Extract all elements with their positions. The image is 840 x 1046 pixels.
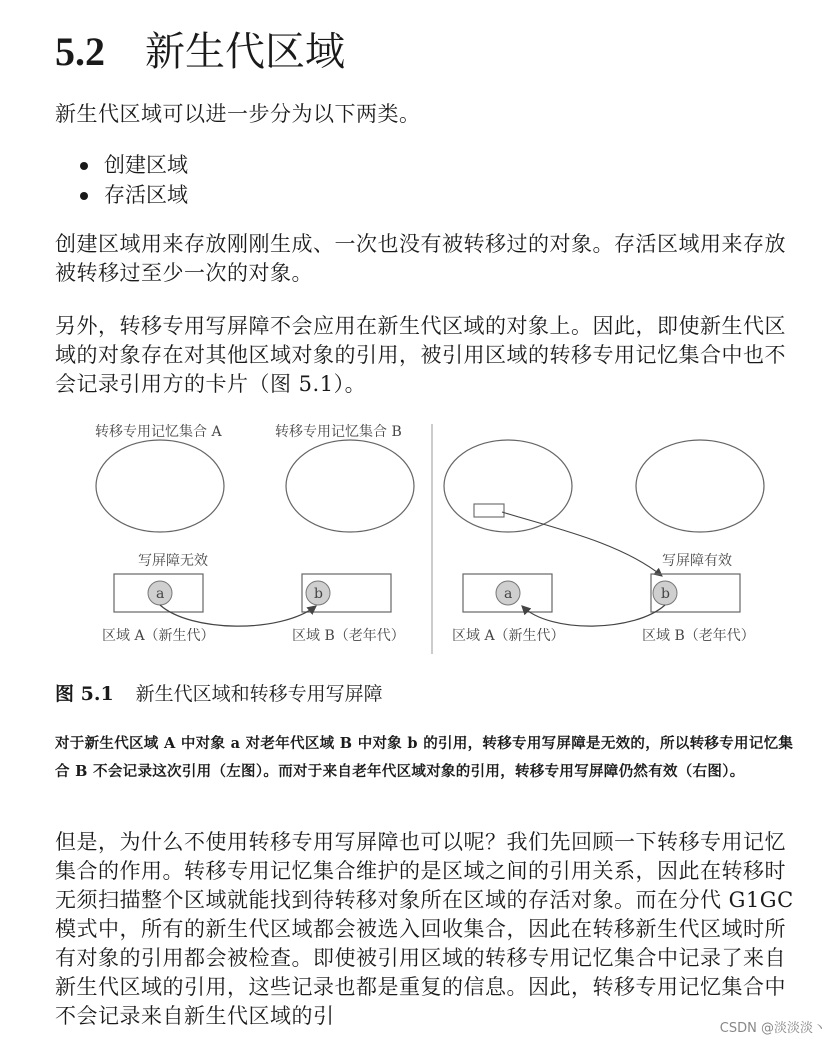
barrier-valid-label: 写屏障有效	[662, 553, 732, 569]
card-entry	[474, 504, 504, 517]
object-a-label-left: a	[156, 586, 165, 602]
right-region-b-label: 区域 B（老年代）	[642, 628, 755, 644]
figure-caption	[55, 680, 383, 708]
figure-title: 新生代区域和转移专用写屏障	[135, 683, 383, 705]
watermark: CSDN @淡淡淡丶	[719, 1021, 826, 1036]
figure-diagram	[80, 412, 780, 662]
barrier-invalid-label: 写屏障无效	[138, 553, 208, 569]
paragraph-write-barrier: 另外，转移专用写屏障不会应用在新生代区域的对象上。因此，即使新生代区域的对象存在对其他区域对象的引用，被引用区域的转移专用记忆集合中也不会记录引用方的卡片（图 5.1）。	[55, 314, 786, 396]
section-heading	[55, 24, 345, 80]
set-a-label-left: 转移专用记忆集合 A	[95, 424, 222, 440]
object-a-label-right: a	[504, 586, 513, 602]
section-title: 新生代区域	[145, 29, 345, 75]
figure-note: 对于新生代区域 A 中对象 a 对老年代区域 B 中对象 b 的引用，转移专用写屏障是无效的，所以转移专用记忆集合 B 不会记录这次引用（左图）。而对于来自老年代区域对象的引用，转移专用写屏障仍然有效（右图）。	[55, 735, 794, 780]
bullet-item: 创建区域	[78, 150, 188, 180]
remembered-set-a-ellipse-right	[444, 440, 572, 532]
remembered-set-a-ellipse	[96, 440, 224, 532]
remembered-set-b-ellipse	[286, 440, 414, 532]
right-region-a-label: 区域 A（新生代）	[452, 628, 565, 644]
bullet-item: 存活区域	[78, 180, 188, 210]
card-reference-arrow	[502, 512, 662, 576]
paragraph-creation-survivor: 创建区域用来存放刚刚生成、一次也没有被转移过的对象。存活区域用来存放被转移过至少一次的对象。	[55, 232, 786, 285]
intro-paragraph: 新生代区域可以进一步分为以下两类。	[55, 102, 421, 126]
remembered-set-b-ellipse-right	[636, 440, 764, 532]
reference-arrow-left	[160, 605, 316, 626]
bullet-list	[78, 150, 188, 210]
set-b-label-left: 转移专用记忆集合 B	[275, 424, 402, 440]
left-region-b-label: 区域 B（老年代）	[292, 628, 405, 644]
object-b-label-right: b	[661, 586, 670, 602]
figure-number: 图 5.1	[55, 683, 114, 705]
left-region-a-label: 区域 A（新生代）	[102, 628, 215, 644]
reference-arrow-right	[522, 605, 665, 626]
paragraph-explanation: 但是，为什么不使用转移专用写屏障也可以呢？我们先回顾一下转移专用记忆集合的作用。转移专用记忆集合维护的是区域之间的引用关系，因此在转移时无须扫描整个区域就能找到待转移对象所在区域的存活对象。而在分代 G1GC 模式中，所有的新生代区域都会被选入回收集合，因此在转移新生代区域时所有对象的引用都会被检查。即使被引用区域的转移专用记忆集合中记录了来自新生代区域的引用，这些记录也都是重复的信息。因此，转移专用记忆集合中不会记录来自新生代区域的引	[55, 830, 794, 1028]
object-b-label-left: b	[314, 586, 323, 602]
section-number: 5.2	[55, 29, 105, 74]
